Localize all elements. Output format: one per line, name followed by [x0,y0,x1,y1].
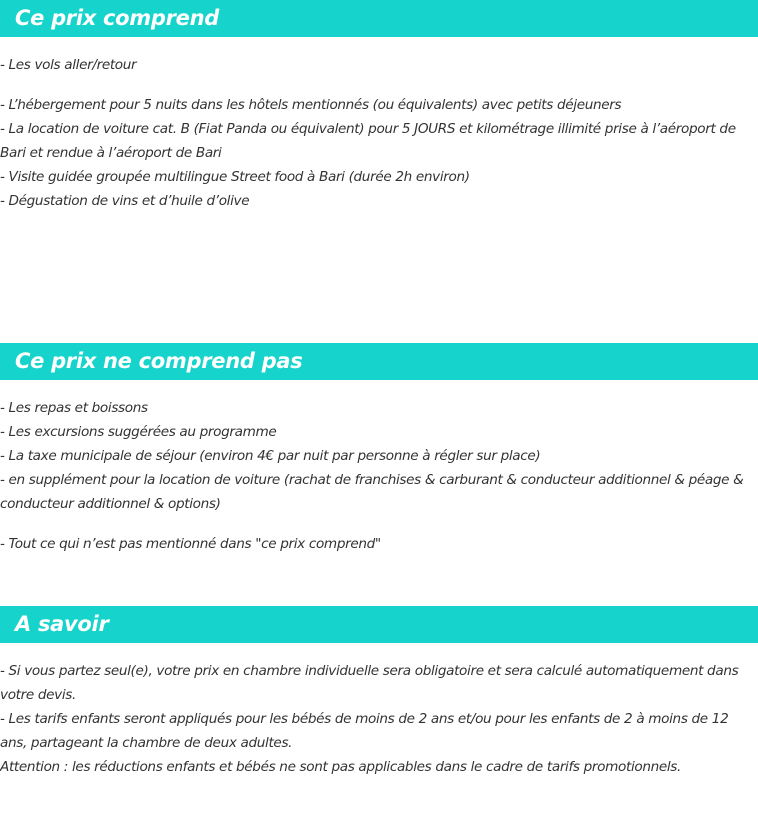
list-item: - Les repas et boissons [0,400,148,416]
section-header-a-savoir [0,606,758,643]
list-item: - La location de voiture cat. B (Fiat Panda ou équivalent) pour 5 JOURS et kilométrage illimité prise à l’aéroport de Bari et rendue à l’aéroport de Bari [0,121,736,161]
section-content-ce-prix-ne-comprend-pas [0,396,758,556]
section-title: Ce prix ne comprend pas [15,349,303,373]
list-item: - L’hébergement pour 5 nuits dans les hôtels mentionnés (ou équivalents) avec petits déjeuners [0,97,622,113]
list-item: - La taxe municipale de séjour (environ 4€ par nuit par personne à régler sur place) [0,448,541,464]
list-item: - Les vols aller/retour [0,57,137,73]
section-header-ce-prix-comprend [0,0,758,37]
section-content-ce-prix-comprend [0,53,758,213]
list-item: - Les excursions suggérées au programme [0,424,277,440]
list-item: - Les tarifs enfants seront appliqués pour les bébés de moins de 2 ans et/ou pour les enfants de 2 à moins de 12 ans, partageant la chambre de deux adultes. [0,711,729,751]
section-header-ce-prix-ne-comprend-pas [0,343,758,380]
spacer [0,516,758,532]
list-item: - Si vous partez seul(e), votre prix en chambre individuelle sera obligatoire et sera calculé automatiquement dans votre devis. [0,663,739,703]
list-item: - Tout ce qui n’est pas mentionné dans "ce prix comprend" [0,536,381,552]
section-title: Ce prix comprend [15,6,219,30]
spacer [0,77,758,93]
section-content-a-savoir [0,659,758,779]
list-item: - Dégustation de vins et d’huile d’olive [0,193,250,209]
list-item: - en supplément pour la location de voiture (rachat de franchises & carburant & conducteur additionnel & péage & conducteur additionnel & options) [0,472,744,512]
section-title: A savoir [15,612,109,636]
list-item: Attention : les réductions enfants et bébés ne sont pas applicables dans le cadre de tarifs promotionnels. [0,759,682,775]
list-item: - Visite guidée groupée multilingue Street food à Bari (durée 2h environ) [0,169,470,185]
